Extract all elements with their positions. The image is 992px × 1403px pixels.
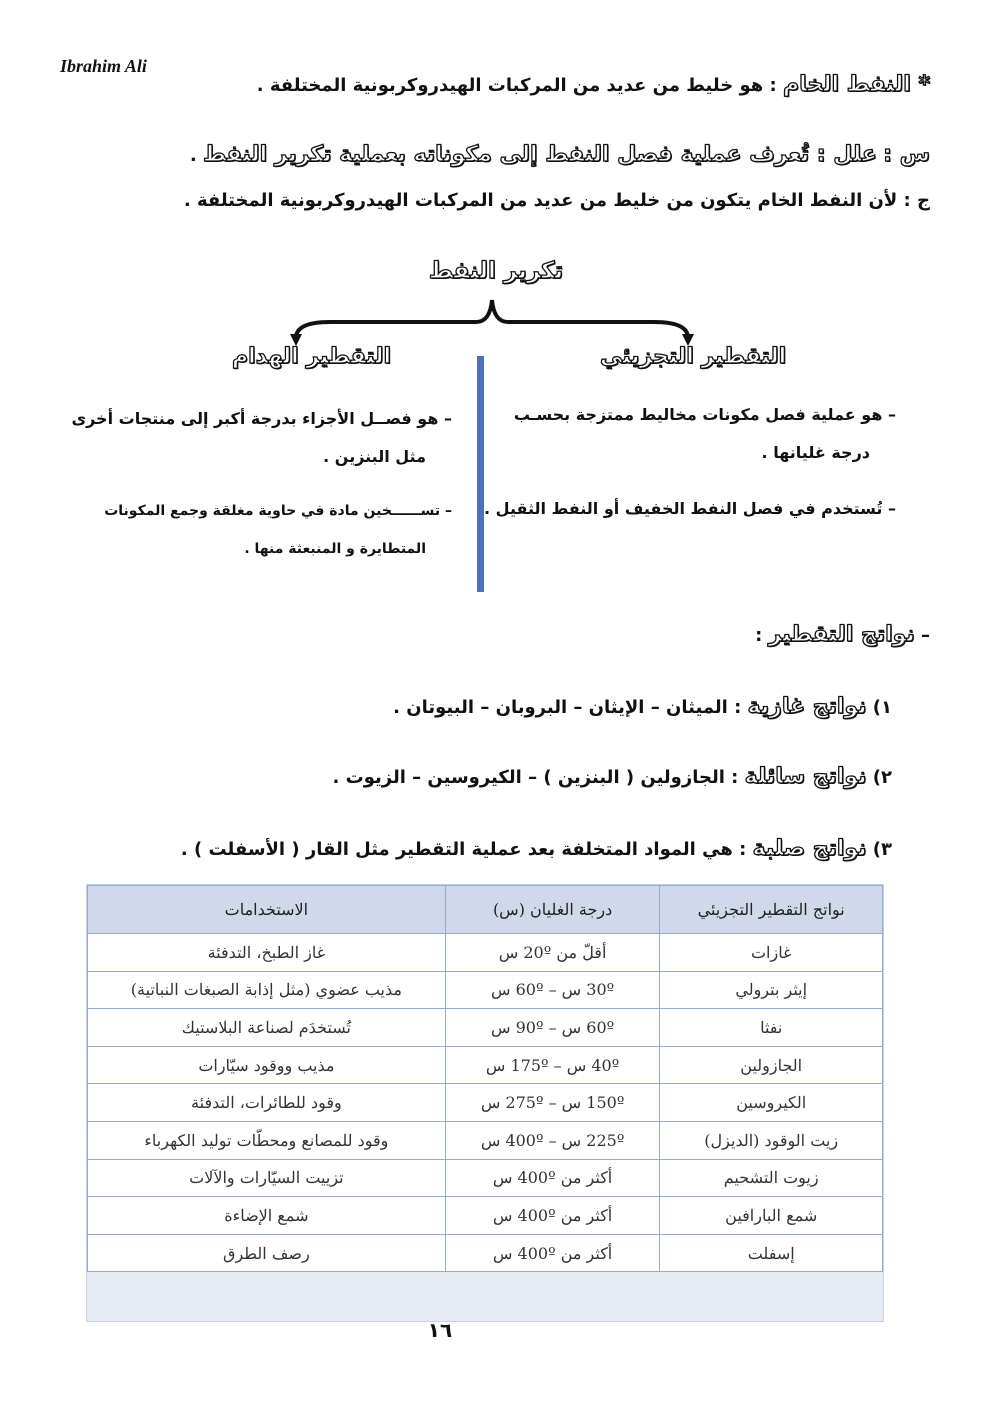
cell-boiling-point: 150º س – 275º س: [445, 1084, 660, 1122]
diagram-title: تكرير النفط: [428, 258, 564, 284]
destructive-item-1-line-1: – هو فصــل الأجزاء بدرجة أكبر إلى منتجات أخرى: [71, 409, 452, 428]
products-heading-prefix: –: [914, 625, 930, 646]
product-text: : هي المواد المتخلفة بعد عملية التقطير مثل القار ( الأسفلت ) .: [180, 839, 753, 860]
table-row: [88, 1159, 883, 1197]
cell-uses: وقود للطائرات، التدفئة: [88, 1084, 446, 1122]
header-uses: الاستخدامات: [88, 886, 446, 934]
table-row: [88, 934, 883, 972]
destructive-item-1-line-2: مثل البنزين .: [323, 447, 426, 466]
cell-product: الكيروسين: [660, 1084, 883, 1122]
column-divider: [477, 356, 484, 592]
cell-boiling-point: 60º س – 90º س: [445, 1009, 660, 1047]
table-row: [88, 1234, 883, 1272]
cell-boiling-point: أكثر من 400º س: [445, 1159, 660, 1197]
product-text: : الجازولين ( البنزين ) – الكيروسين – الزيوت .: [332, 767, 745, 788]
fractional-products-table: [86, 884, 884, 1322]
table-row: [88, 1197, 883, 1235]
page-number: ١٦: [427, 1318, 453, 1342]
table-row: [88, 1046, 883, 1084]
definition-text: : هو خليط من عديد من المركبات الهيدروكربونية المختلفة .: [256, 75, 783, 96]
cell-uses: تُستخدَم لصناعة البلاستيك: [88, 1009, 446, 1047]
table-row: [88, 1009, 883, 1047]
destructive-item-2-line-1: – تســــــخين مادة في حاوية مغلقة وجمع المكونات: [104, 503, 452, 519]
fractional-item-1: [514, 396, 896, 472]
product-label: نواتج صلبة: [752, 836, 867, 861]
answer-line: ج : لأن النفط الخام يتكون من خليط من عديد من المركبات الهيدروكربونية المختلفة .: [183, 190, 930, 211]
definition-term: * النفط الخام: [782, 72, 930, 97]
cell-uses: تزييت السيّارات والآلات: [88, 1159, 446, 1197]
table-header-row: [88, 886, 883, 934]
destructive-distillation-title: التقطير الهدام: [232, 344, 392, 369]
table-row: [88, 971, 883, 1009]
destructive-item-2: [104, 492, 452, 568]
question-highlight: علل : تُعرف عملية فصل النفط إلى مكوناته بعملية تكرير النفط: [202, 142, 877, 167]
table-row: [88, 1084, 883, 1122]
cell-product: إيثر بترولي: [660, 971, 883, 1009]
table-row: [88, 1121, 883, 1159]
product-number: ٣): [872, 839, 892, 860]
fractional-item-2-line-1: – تُستخدم في فصل النفط الخفيف أو النفط الثقيل .: [484, 499, 896, 518]
cell-product: نفثا: [660, 1009, 883, 1047]
cell-boiling-point: 225º س – 400º س: [445, 1121, 660, 1159]
product-item-solid: [181, 836, 892, 861]
cell-uses: رصف الطرق: [88, 1234, 446, 1272]
product-number: ١): [872, 697, 892, 718]
fractional-item-1-line-1: – هو عملية فصل مكونات مخاليط ممتزجة بحسـب: [513, 405, 896, 424]
cell-boiling-point: 30º س – 60º س: [445, 971, 660, 1009]
cell-uses: وقود للمصانع ومحطّات توليد الكهرباء: [88, 1121, 446, 1159]
cell-boiling-point: أكثر من 400º س: [445, 1197, 660, 1235]
cell-product: الجازولين: [660, 1046, 883, 1084]
fractional-item-2: [484, 490, 896, 528]
cell-boiling-point: 40º س – 175º س: [445, 1046, 660, 1084]
cell-uses: غاز الطبخ، التدفئة: [88, 934, 446, 972]
cell-product: إسفلت: [660, 1234, 883, 1272]
product-label: نواتج غازية: [747, 694, 867, 719]
question-prefix: س :: [883, 142, 930, 167]
products-heading-line: [755, 622, 930, 647]
cell-boiling-point: أكثر من 400º س: [445, 1234, 660, 1272]
destructive-item-1: [71, 400, 452, 476]
product-text: : الميثان – الإيثان – البروبان – البيوتان .: [393, 697, 748, 718]
product-item-gas: [393, 694, 892, 719]
destructive-item-2-line-2: المتطايرة و المنبعثة منها .: [244, 541, 426, 557]
products-heading-suffix: :: [755, 625, 769, 646]
cell-boiling-point: أقلّ من 20º س: [445, 934, 660, 972]
fractional-item-1-line-2: درجة غليانها .: [761, 443, 870, 462]
product-number: ٢): [872, 767, 892, 788]
cell-uses: مذيب ووقود سيّارات: [88, 1046, 446, 1084]
question-line: [190, 142, 930, 167]
products-table: [87, 885, 883, 1272]
cell-product: شمع البارافين: [660, 1197, 883, 1235]
product-label: نواتج سائلة: [744, 764, 867, 789]
header-boiling-point: درجة الغليان (س): [445, 886, 660, 934]
definition-line: [257, 72, 930, 97]
table-body: [88, 934, 883, 1272]
cell-product: زيوت التشحيم: [660, 1159, 883, 1197]
cell-product: زيت الوقود (الديزل): [660, 1121, 883, 1159]
author-name: Ibrahim Ali: [60, 56, 147, 76]
product-item-liquid: [333, 764, 892, 789]
cell-uses: شمع الإضاءة: [88, 1197, 446, 1235]
fractional-distillation-title: التقطير التجزيئي: [600, 344, 787, 369]
products-heading: نواتج التقطير: [768, 622, 915, 647]
cell-uses: مذيب عضوي (مثل إذابة الصبغات النباتية): [88, 971, 446, 1009]
question-suffix: .: [189, 145, 203, 166]
header-product: نواتج التقطير التجزيئي: [660, 886, 883, 934]
cell-product: غازات: [660, 934, 883, 972]
